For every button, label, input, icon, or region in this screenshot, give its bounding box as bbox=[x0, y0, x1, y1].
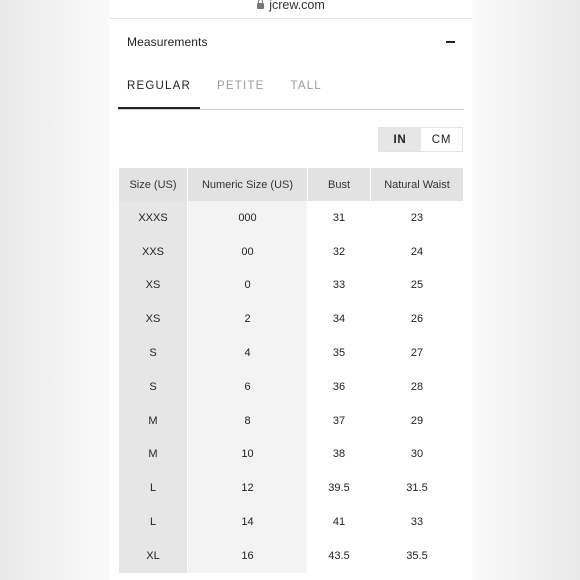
header-size-us: Size (US) bbox=[119, 168, 187, 201]
waist-cell: 23 bbox=[371, 201, 463, 235]
bust-cell: 35 bbox=[308, 336, 370, 370]
size-cell: S bbox=[119, 370, 187, 404]
size-chart-table bbox=[118, 168, 464, 573]
size-cell: L bbox=[119, 505, 187, 539]
numeric-size-cell: 6 bbox=[188, 370, 307, 404]
waist-cell: 28 bbox=[371, 370, 463, 404]
header-bust: Bust bbox=[308, 168, 370, 201]
fit-tabs bbox=[118, 76, 464, 110]
tab-petite[interactable]: PETITE bbox=[217, 80, 265, 92]
lock-icon bbox=[257, 3, 264, 9]
url-text: jcrew.com bbox=[269, 0, 325, 12]
waist-cell: 33 bbox=[371, 505, 463, 539]
waist-cell: 31.5 bbox=[371, 471, 463, 505]
size-cell: XL bbox=[119, 539, 187, 573]
table-header-row bbox=[119, 168, 463, 201]
waist-cell: 26 bbox=[371, 302, 463, 336]
table-row bbox=[119, 404, 463, 438]
waist-cell: 35.5 bbox=[371, 539, 463, 573]
bust-cell: 36 bbox=[308, 370, 370, 404]
table-row bbox=[119, 235, 463, 269]
numeric-size-cell: 16 bbox=[188, 539, 307, 573]
numeric-size-cell: 00 bbox=[188, 235, 307, 269]
tab-tall[interactable]: TALL bbox=[290, 80, 322, 92]
bust-cell: 32 bbox=[308, 235, 370, 269]
section-title: Measurements bbox=[127, 35, 208, 49]
measurements-header[interactable] bbox=[127, 33, 455, 51]
size-cell: M bbox=[119, 404, 187, 438]
header-numeric-size: Numeric Size (US) bbox=[188, 168, 307, 201]
size-cell: L bbox=[119, 471, 187, 505]
table-row bbox=[119, 438, 463, 472]
numeric-size-cell: 2 bbox=[188, 302, 307, 336]
numeric-size-cell: 12 bbox=[188, 471, 307, 505]
table-row bbox=[119, 505, 463, 539]
size-cell: S bbox=[119, 336, 187, 370]
bust-cell: 38 bbox=[308, 438, 370, 472]
size-cell: XS bbox=[119, 302, 187, 336]
phone-screen bbox=[110, 0, 472, 580]
numeric-size-cell: 14 bbox=[188, 505, 307, 539]
waist-cell: 24 bbox=[371, 235, 463, 269]
divider bbox=[110, 18, 472, 19]
bust-cell: 41 bbox=[308, 505, 370, 539]
bust-cell: 33 bbox=[308, 269, 370, 303]
bust-cell: 37 bbox=[308, 404, 370, 438]
bust-cell: 34 bbox=[308, 302, 370, 336]
tab-regular[interactable]: REGULAR bbox=[118, 76, 200, 109]
table-row bbox=[119, 370, 463, 404]
unit-cm-button[interactable]: CM bbox=[431, 133, 452, 146]
address-bar[interactable] bbox=[110, 0, 472, 18]
collapse-minus-icon[interactable] bbox=[446, 41, 455, 43]
numeric-size-cell: 000 bbox=[188, 201, 307, 235]
waist-cell: 29 bbox=[371, 404, 463, 438]
waist-cell: 27 bbox=[371, 336, 463, 370]
numeric-size-cell: 10 bbox=[188, 438, 307, 472]
bust-cell: 43.5 bbox=[308, 539, 370, 573]
unit-in-button[interactable]: IN bbox=[379, 128, 421, 151]
table-row bbox=[119, 471, 463, 505]
unit-toggle bbox=[378, 127, 463, 152]
bust-cell: 39.5 bbox=[308, 471, 370, 505]
table-row bbox=[119, 302, 463, 336]
numeric-size-cell: 0 bbox=[188, 269, 307, 303]
table-row bbox=[119, 269, 463, 303]
table-body bbox=[119, 201, 463, 573]
table-row bbox=[119, 201, 463, 235]
table-row bbox=[119, 336, 463, 370]
size-cell: M bbox=[119, 438, 187, 472]
numeric-size-cell: 8 bbox=[188, 404, 307, 438]
header-natural-waist: Natural Waist bbox=[371, 168, 463, 201]
bust-cell: 31 bbox=[308, 201, 370, 235]
table-row bbox=[119, 539, 463, 573]
size-cell: XXXS bbox=[119, 201, 187, 235]
size-cell: XS bbox=[119, 269, 187, 303]
numeric-size-cell: 4 bbox=[188, 336, 307, 370]
waist-cell: 25 bbox=[371, 269, 463, 303]
waist-cell: 30 bbox=[371, 438, 463, 472]
size-cell: XXS bbox=[119, 235, 187, 269]
